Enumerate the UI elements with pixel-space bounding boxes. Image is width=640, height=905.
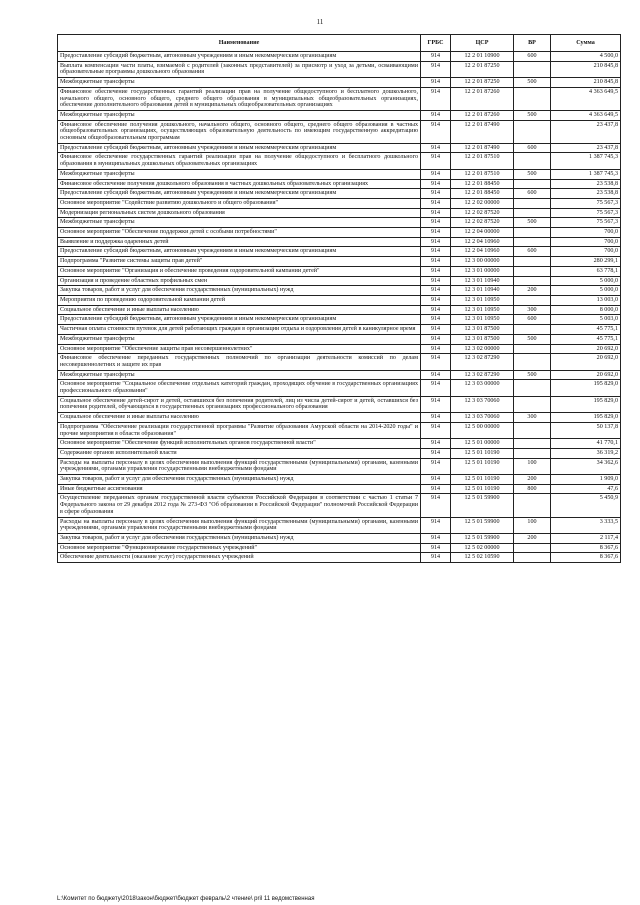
cell-csr: 12 5 01 10190 xyxy=(451,448,514,458)
cell-name: Социальное обеспечение детей-сирот и детей, оставшихся без попечения родителей, лиц из числа детей-сирот и детей, оставшихся без попечения родителей, обучающихся в государственных организациях профессионального образования xyxy=(58,396,421,412)
table-row xyxy=(58,208,621,218)
cell-name: Осуществление переданных органам государственной власти субъектов Российской Федерации в соответствии с частью 1 статьи 7 Федерального закона от 29 декабря 2012 года № 273-ФЗ "Об образовании в Российской Федерации" полномочий Российской Федерации в сфере образования xyxy=(58,494,421,517)
table-row xyxy=(58,266,621,276)
cell-grbs: 914 xyxy=(421,344,451,354)
cell-grbs: 914 xyxy=(421,380,451,396)
cell-grbs: 914 xyxy=(421,143,451,153)
table-row xyxy=(58,325,621,335)
cell-sum: 23 538,8 xyxy=(551,179,621,189)
cell-name: Подпрограмма "Развитие системы защиты прав детей" xyxy=(58,257,421,267)
header-vr: ВР xyxy=(514,35,551,52)
cell-vr xyxy=(514,257,551,267)
table-header-row xyxy=(58,35,621,52)
cell-csr: 12 2 01 87490 xyxy=(451,143,514,153)
cell-vr: 500 xyxy=(514,169,551,179)
cell-sum: 195 829,0 xyxy=(551,380,621,396)
cell-sum: 75 567,3 xyxy=(551,198,621,208)
cell-sum: 1 387 745,3 xyxy=(551,169,621,179)
cell-grbs: 914 xyxy=(421,370,451,380)
cell-grbs: 914 xyxy=(421,533,451,543)
table-row xyxy=(58,153,621,169)
table-row xyxy=(58,543,621,553)
cell-name: Мероприятия по проведению оздоровительной кампании детей xyxy=(58,295,421,305)
table-row xyxy=(58,143,621,153)
cell-sum: 280 299,1 xyxy=(551,257,621,267)
cell-csr: 12 2 01 87490 xyxy=(451,120,514,143)
table-row xyxy=(58,179,621,189)
cell-vr xyxy=(514,380,551,396)
cell-grbs: 914 xyxy=(421,87,451,110)
cell-csr: 12 2 01 87510 xyxy=(451,153,514,169)
cell-vr: 600 xyxy=(514,247,551,257)
cell-name: Финансовое обеспечение государственных гарантий реализации прав на получение общедоступного и бесплатного дошкольного, начального общего, основного общего, среднего общего образования в муниципальных общеобразовательных организациях, обеспечение дополнительного образования детей в муниципальных общеобразовательных организациях xyxy=(58,87,421,110)
cell-sum: 2 117,4 xyxy=(551,533,621,543)
cell-csr: 12 2 01 87260 xyxy=(451,110,514,120)
cell-sum: 210 845,8 xyxy=(551,61,621,77)
page-number: 11 xyxy=(316,18,324,26)
cell-vr xyxy=(514,276,551,286)
cell-name: Межбюджетные трансферты xyxy=(58,370,421,380)
table-row xyxy=(58,78,621,88)
cell-vr: 100 xyxy=(514,517,551,533)
cell-name: Предоставление субсидий бюджетным, автономным учреждениям и иным некоммерческим организациям xyxy=(58,247,421,257)
cell-grbs: 914 xyxy=(421,448,451,458)
cell-csr: 12 2 01 87510 xyxy=(451,169,514,179)
cell-vr: 300 xyxy=(514,305,551,315)
cell-name: Межбюджетные трансферты xyxy=(58,169,421,179)
table-row xyxy=(58,484,621,494)
cell-grbs: 914 xyxy=(421,422,451,438)
cell-sum: 5 000,0 xyxy=(551,286,621,296)
cell-sum: 1 909,0 xyxy=(551,475,621,485)
cell-csr: 12 3 01 10950 xyxy=(451,315,514,325)
header-sum: Сумма xyxy=(551,35,621,52)
cell-csr: 12 5 02 00000 xyxy=(451,543,514,553)
table-row xyxy=(58,553,621,563)
table-row xyxy=(58,247,621,257)
table-row xyxy=(58,439,621,449)
table-row xyxy=(58,87,621,110)
cell-grbs: 914 xyxy=(421,153,451,169)
cell-grbs: 914 xyxy=(421,413,451,423)
table-row xyxy=(58,305,621,315)
cell-csr: 12 3 01 87500 xyxy=(451,334,514,344)
cell-grbs: 914 xyxy=(421,553,451,563)
cell-csr: 12 2 01 88450 xyxy=(451,189,514,199)
cell-grbs: 914 xyxy=(421,78,451,88)
cell-name: Социальное обеспечение и иные выплаты населению xyxy=(58,413,421,423)
cell-name: Финансовое обеспечение государственных гарантий реализации прав на получение общедоступного и бесплатного дошкольного образования в муниципальных дошкольных образовательных организациях xyxy=(58,153,421,169)
cell-vr: 200 xyxy=(514,286,551,296)
table-body xyxy=(58,52,621,563)
cell-name: Содержание органов исполнительной власти xyxy=(58,448,421,458)
cell-vr xyxy=(514,344,551,354)
cell-csr: 12 2 01 87250 xyxy=(451,61,514,77)
cell-sum: 4 500,0 xyxy=(551,52,621,62)
cell-sum: 195 829,0 xyxy=(551,413,621,423)
cell-name: Выплата компенсации части платы, взимаемой с родителей (законных представителей) за присмотр и уход за детьми, осваивающими образовательные программы дошкольного образования xyxy=(58,61,421,77)
cell-sum: 23 437,8 xyxy=(551,143,621,153)
table-row xyxy=(58,344,621,354)
cell-sum: 700,0 xyxy=(551,237,621,247)
cell-csr: 12 2 04 10960 xyxy=(451,247,514,257)
cell-csr: 12 3 02 00000 xyxy=(451,344,514,354)
cell-name: Закупка товаров, работ и услуг для обеспечения государственных (муниципальных) нужд xyxy=(58,475,421,485)
cell-grbs: 914 xyxy=(421,276,451,286)
cell-csr: 12 3 01 10940 xyxy=(451,286,514,296)
table-row xyxy=(58,448,621,458)
cell-vr: 600 xyxy=(514,52,551,62)
cell-grbs: 914 xyxy=(421,517,451,533)
cell-grbs: 914 xyxy=(421,179,451,189)
cell-csr: 12 2 02 87520 xyxy=(451,218,514,228)
cell-grbs: 914 xyxy=(421,325,451,335)
cell-vr: 600 xyxy=(514,143,551,153)
table-row xyxy=(58,237,621,247)
table-row xyxy=(58,61,621,77)
cell-vr xyxy=(514,208,551,218)
cell-vr: 600 xyxy=(514,189,551,199)
cell-sum: 4 363 649,5 xyxy=(551,110,621,120)
table-row xyxy=(58,370,621,380)
table-row xyxy=(58,110,621,120)
table-row xyxy=(58,475,621,485)
cell-name: Основное мероприятие "Социальное обеспечение отдельных категорий граждан, проходящих обучение в государственных организациях профессионального образования" xyxy=(58,380,421,396)
cell-vr: 600 xyxy=(514,315,551,325)
table-row xyxy=(58,276,621,286)
cell-sum: 8 367,6 xyxy=(551,543,621,553)
cell-name: Основное мероприятие "Обеспечение поддержки детей с особыми потребностями" xyxy=(58,228,421,238)
cell-name: Обеспечение деятельности (оказание услуг) государственных учреждений xyxy=(58,553,421,563)
table-row xyxy=(58,533,621,543)
cell-grbs: 914 xyxy=(421,218,451,228)
cell-vr: 200 xyxy=(514,475,551,485)
cell-name: Выявление и поддержка одаренных детей xyxy=(58,237,421,247)
cell-name: Модернизация региональных систем дошкольного образования xyxy=(58,208,421,218)
cell-grbs: 914 xyxy=(421,396,451,412)
table-row xyxy=(58,218,621,228)
cell-vr: 500 xyxy=(514,218,551,228)
cell-vr xyxy=(514,422,551,438)
cell-vr xyxy=(514,325,551,335)
cell-csr: 12 2 02 00000 xyxy=(451,198,514,208)
cell-grbs: 914 xyxy=(421,475,451,485)
cell-csr: 12 5 01 59900 xyxy=(451,494,514,517)
cell-name: Межбюджетные трансферты xyxy=(58,110,421,120)
cell-vr: 500 xyxy=(514,110,551,120)
cell-sum: 13 003,0 xyxy=(551,295,621,305)
cell-vr xyxy=(514,396,551,412)
cell-sum: 4 363 649,5 xyxy=(551,87,621,110)
cell-sum: 5 000,0 xyxy=(551,276,621,286)
cell-name: Закупка товаров, работ и услуг для обеспечения государственных (муниципальных) нужд xyxy=(58,286,421,296)
cell-csr: 12 2 04 10960 xyxy=(451,237,514,247)
cell-sum: 36 319,2 xyxy=(551,448,621,458)
cell-grbs: 914 xyxy=(421,494,451,517)
cell-vr xyxy=(514,354,551,370)
cell-sum: 3 333,5 xyxy=(551,517,621,533)
cell-sum: 5 450,9 xyxy=(551,494,621,517)
cell-name: Межбюджетные трансферты xyxy=(58,218,421,228)
cell-csr: 12 3 02 87290 xyxy=(451,370,514,380)
cell-vr xyxy=(514,179,551,189)
cell-sum: 34 362,6 xyxy=(551,458,621,474)
cell-csr: 12 5 01 10190 xyxy=(451,484,514,494)
cell-csr: 12 3 01 10940 xyxy=(451,276,514,286)
cell-vr: 200 xyxy=(514,533,551,543)
cell-name: Основное мероприятие "Организация и обеспечение проведения оздоровительной кампании детей" xyxy=(58,266,421,276)
cell-sum: 195 829,0 xyxy=(551,396,621,412)
cell-name: Социальное обеспечение и иные выплаты населению xyxy=(58,305,421,315)
cell-name: Предоставление субсидий бюджетным, автономным учреждениям и иным некоммерческим организациям xyxy=(58,52,421,62)
cell-name: Основное мероприятие "Содействие развитию дошкольного и общего образования" xyxy=(58,198,421,208)
cell-sum: 23 538,8 xyxy=(551,189,621,199)
cell-vr xyxy=(514,439,551,449)
cell-sum: 75 567,3 xyxy=(551,208,621,218)
table-row xyxy=(58,189,621,199)
cell-sum: 75 567,3 xyxy=(551,218,621,228)
cell-csr: 12 5 00 00000 xyxy=(451,422,514,438)
cell-name: Частичная оплата стоимости путевок для детей работающих граждан в организации отдыха и оздоровления детей в каникулярное время xyxy=(58,325,421,335)
cell-name: Финансовое обеспечение получения дошкольного, начального общего, основного общего, среднего общего образования в частных общеобразовательных организациях, осуществляющих образовательную деятельность по имеющим государственную аккредитацию основным общеобразовательным программам xyxy=(58,120,421,143)
cell-grbs: 914 xyxy=(421,228,451,238)
table-row xyxy=(58,257,621,267)
cell-name: Межбюджетные трансферты xyxy=(58,334,421,344)
cell-csr: 12 5 01 10190 xyxy=(451,475,514,485)
cell-grbs: 914 xyxy=(421,110,451,120)
cell-grbs: 914 xyxy=(421,334,451,344)
table-row xyxy=(58,517,621,533)
cell-vr xyxy=(514,120,551,143)
cell-vr: 800 xyxy=(514,484,551,494)
cell-grbs: 914 xyxy=(421,484,451,494)
cell-grbs: 914 xyxy=(421,208,451,218)
table-row xyxy=(58,422,621,438)
cell-vr xyxy=(514,448,551,458)
cell-name: Расходы на выплаты персоналу в целях обеспечения выполнения функций государственными (муниципальными) органами, казенными учреждениями, органами управления государственными внебюджетными фондами xyxy=(58,517,421,533)
cell-name: Предоставление субсидий бюджетным, автономным учреждениям и иным некоммерческим организациям xyxy=(58,143,421,153)
header-csr: ЦСР xyxy=(451,35,514,52)
table-row xyxy=(58,169,621,179)
cell-vr: 500 xyxy=(514,78,551,88)
cell-vr xyxy=(514,228,551,238)
cell-vr xyxy=(514,494,551,517)
cell-grbs: 914 xyxy=(421,458,451,474)
table-row xyxy=(58,52,621,62)
footer-file-path: L:\Комитет по бюджету\2018\закон\бюджет\бюджет февраль\2 чтение\ pril 11 ведомственная xyxy=(57,896,315,902)
cell-name: Расходы на выплаты персоналу в целях обеспечения выполнения функций государственными (муниципальными) органами, казенными учреждениями, органами управления государственными внебюджетными фондами xyxy=(58,458,421,474)
cell-grbs: 914 xyxy=(421,237,451,247)
cell-csr: 12 3 02 87290 xyxy=(451,354,514,370)
cell-name: Основное мероприятие "Функционирование государственных учреждений" xyxy=(58,543,421,553)
cell-grbs: 914 xyxy=(421,52,451,62)
cell-name: Иные бюджетные ассигнования xyxy=(58,484,421,494)
cell-csr: 12 3 00 00000 xyxy=(451,257,514,267)
cell-name: Финансовое обеспечение получения дошкольного образования в частных дошкольных образовательных организациях xyxy=(58,179,421,189)
cell-sum: 20 692,0 xyxy=(551,344,621,354)
cell-grbs: 914 xyxy=(421,543,451,553)
cell-csr: 12 5 02 10590 xyxy=(451,553,514,563)
cell-grbs: 914 xyxy=(421,266,451,276)
cell-sum: 20 692,0 xyxy=(551,370,621,380)
cell-grbs: 914 xyxy=(421,305,451,315)
cell-csr: 12 3 03 70060 xyxy=(451,413,514,423)
cell-name: Организация и проведение областных профильных смен xyxy=(58,276,421,286)
cell-grbs: 914 xyxy=(421,315,451,325)
cell-vr xyxy=(514,553,551,563)
cell-grbs: 914 xyxy=(421,439,451,449)
cell-name: Предоставление субсидий бюджетным, автономным учреждениям и иным некоммерческим организациям xyxy=(58,189,421,199)
cell-csr: 12 2 01 87250 xyxy=(451,78,514,88)
cell-grbs: 914 xyxy=(421,169,451,179)
cell-sum: 45 775,1 xyxy=(551,334,621,344)
cell-sum: 700,0 xyxy=(551,228,621,238)
table-row xyxy=(58,396,621,412)
cell-csr: 12 5 01 10190 xyxy=(451,458,514,474)
table-row xyxy=(58,120,621,143)
cell-csr: 12 5 01 00000 xyxy=(451,439,514,449)
cell-vr xyxy=(514,87,551,110)
cell-sum: 63 778,1 xyxy=(551,266,621,276)
cell-sum: 8 000,0 xyxy=(551,305,621,315)
cell-grbs: 914 xyxy=(421,189,451,199)
cell-sum: 5 003,0 xyxy=(551,315,621,325)
cell-sum: 20 692,0 xyxy=(551,354,621,370)
cell-sum: 700,0 xyxy=(551,247,621,257)
table-row xyxy=(58,295,621,305)
table-row xyxy=(58,494,621,517)
cell-csr: 12 3 01 87500 xyxy=(451,325,514,335)
cell-csr: 12 5 01 59900 xyxy=(451,517,514,533)
table-row xyxy=(58,354,621,370)
table-row xyxy=(58,315,621,325)
cell-name: Подпрограмма "Обеспечение реализации государственной программы "Развитие образования Амурской области на 2014-2020 годы" и прочие мероприятия в области образования" xyxy=(58,422,421,438)
cell-grbs: 914 xyxy=(421,295,451,305)
table-row xyxy=(58,413,621,423)
cell-sum: 23 437,8 xyxy=(551,120,621,143)
cell-vr xyxy=(514,237,551,247)
table-row xyxy=(58,286,621,296)
cell-csr: 12 2 01 87260 xyxy=(451,87,514,110)
cell-vr: 300 xyxy=(514,413,551,423)
cell-vr: 500 xyxy=(514,370,551,380)
cell-csr: 12 3 03 70060 xyxy=(451,396,514,412)
cell-vr: 100 xyxy=(514,458,551,474)
table-row xyxy=(58,380,621,396)
budget-table xyxy=(57,34,621,563)
cell-sum: 45 775,1 xyxy=(551,325,621,335)
cell-grbs: 914 xyxy=(421,257,451,267)
cell-sum: 50 137,8 xyxy=(551,422,621,438)
cell-vr xyxy=(514,198,551,208)
cell-csr: 12 3 01 10950 xyxy=(451,295,514,305)
cell-grbs: 914 xyxy=(421,61,451,77)
cell-csr: 12 5 01 59900 xyxy=(451,533,514,543)
cell-name: Предоставление субсидий бюджетным, автономным учреждениям и иным некоммерческим организациям xyxy=(58,315,421,325)
table-row xyxy=(58,228,621,238)
cell-csr: 12 2 02 87520 xyxy=(451,208,514,218)
cell-grbs: 914 xyxy=(421,198,451,208)
cell-vr xyxy=(514,543,551,553)
table-row xyxy=(58,334,621,344)
cell-grbs: 914 xyxy=(421,286,451,296)
cell-vr xyxy=(514,295,551,305)
cell-grbs: 914 xyxy=(421,120,451,143)
cell-vr: 500 xyxy=(514,334,551,344)
cell-csr: 12 3 03 00000 xyxy=(451,380,514,396)
cell-vr xyxy=(514,61,551,77)
table-row xyxy=(58,198,621,208)
cell-csr: 12 2 01 88450 xyxy=(451,179,514,189)
cell-csr: 12 3 01 10950 xyxy=(451,305,514,315)
cell-name: Закупка товаров, работ и услуг для обеспечения государственных (муниципальных) нужд xyxy=(58,533,421,543)
cell-vr xyxy=(514,153,551,169)
table-row xyxy=(58,458,621,474)
cell-vr xyxy=(514,266,551,276)
cell-name: Межбюджетные трансферты xyxy=(58,78,421,88)
cell-sum: 41 770,1 xyxy=(551,439,621,449)
cell-name: Основное мероприятие "Обеспечение функций исполнительных органов государственной власти" xyxy=(58,439,421,449)
cell-name: Основное мероприятие "Обеспечение защиты прав несовершеннолетних" xyxy=(58,344,421,354)
cell-sum: 47,6 xyxy=(551,484,621,494)
budget-table-container xyxy=(57,34,620,563)
cell-sum: 210 845,8 xyxy=(551,78,621,88)
cell-grbs: 914 xyxy=(421,247,451,257)
header-grbs: ГРБС xyxy=(421,35,451,52)
cell-csr: 12 2 04 00000 xyxy=(451,228,514,238)
cell-csr: 12 2 01 10900 xyxy=(451,52,514,62)
cell-name: Финансовое обеспечение переданных государственных полномочий по организации деятельности комиссий по делам несовершеннолетних и защите их прав xyxy=(58,354,421,370)
cell-sum: 1 387 745,3 xyxy=(551,153,621,169)
header-name: Наименование xyxy=(58,35,421,52)
cell-csr: 12 3 01 00000 xyxy=(451,266,514,276)
cell-sum: 8 367,6 xyxy=(551,553,621,563)
cell-grbs: 914 xyxy=(421,354,451,370)
